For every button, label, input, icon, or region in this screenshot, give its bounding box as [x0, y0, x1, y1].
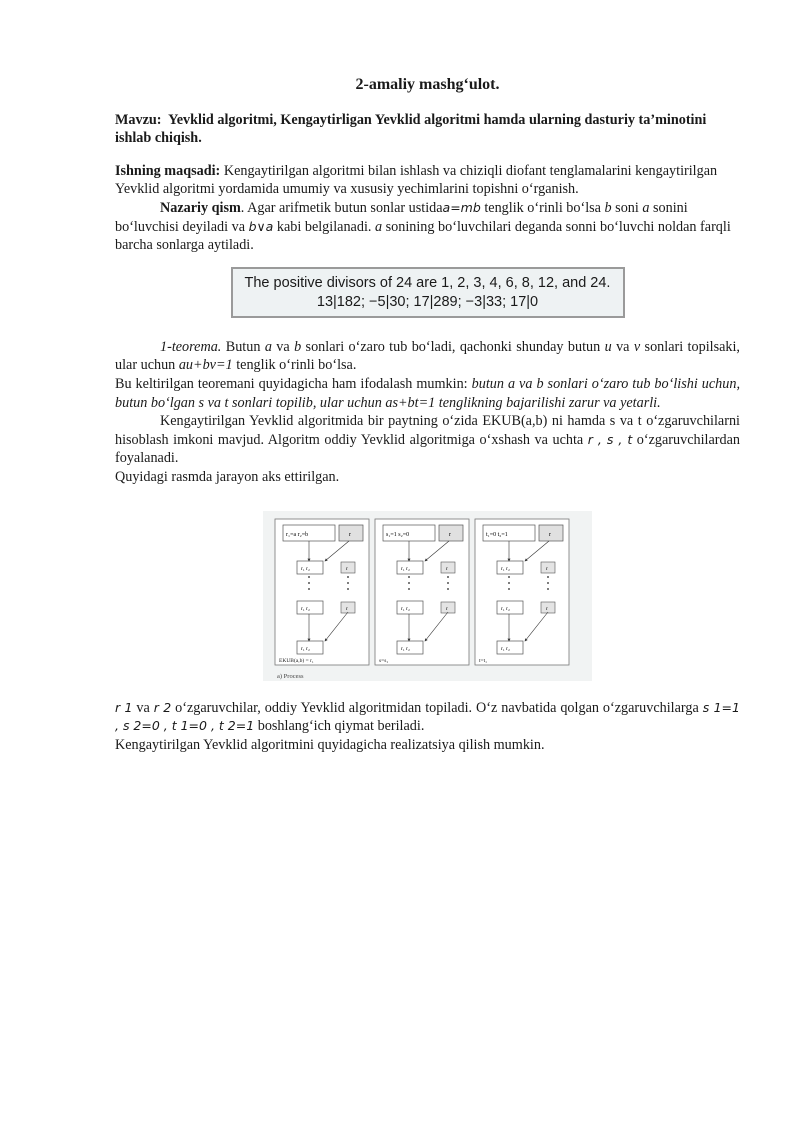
- diagram-op-box: [341, 562, 355, 573]
- theorem-var-v: v: [633, 338, 641, 355]
- diagram-dot: [308, 588, 310, 590]
- diagram-top-label: t₁=0 t₂=1: [486, 531, 508, 538]
- theorem-text-3: sonlari o‘zaro tub bo‘ladi, qachonki shunday butun: [301, 338, 605, 355]
- diagram-dot: [347, 588, 349, 590]
- diagram-row-label: r₁ r₂: [301, 645, 310, 652]
- diagram-op-label: r: [446, 605, 448, 612]
- diagram-quotient-label: r: [349, 531, 351, 538]
- diagram-row-label: r₁ r₂: [501, 605, 510, 612]
- diagram-top-label: r₁=a r₂=b: [286, 531, 309, 538]
- divisors-line-1: The positive divisors of 24 are 1, 2, 3, 4, 6, 8, 12, and 24.: [244, 274, 611, 291]
- theorem-text-4: va: [611, 338, 634, 355]
- ekub-text-1: Kengaytirilgan Yevklid algoritmida bir paytning o‘zida EKUB(a,b) ni hamda s va t o‘zgaruvchilarni hisoblash imkoni mavjud. Algoritm oddiy Yevklid algoritmiga o‘xshash va uchta: [115, 413, 740, 448]
- theorem-var-u: u: [604, 338, 612, 355]
- diagram-dot: [447, 588, 449, 590]
- diagram-quotient-box: [539, 525, 563, 541]
- goal-paragraph: [115, 162, 740, 199]
- ekub-paragraph: [115, 412, 740, 468]
- diagram-result-label: s=s₁: [379, 657, 389, 664]
- diagram-result-label: EKUB(a,b) = r₁: [279, 657, 314, 664]
- diagram-row-label: r₁ r₂: [301, 565, 310, 572]
- diagram-op-box: [541, 562, 555, 573]
- theory-text-1: . Agar arifmetik butun sonlar ustida: [240, 199, 443, 216]
- diagram-svg: [263, 511, 592, 681]
- theory-math-1: a=mb: [442, 199, 481, 215]
- diagram-row-label: r₁ r₂: [401, 605, 410, 612]
- theorem-text-5: sonlari topilsaki, ular uchun: [115, 338, 740, 374]
- var-r2: r 2: [153, 699, 172, 715]
- diagram-quotient-label: r: [449, 531, 451, 538]
- diagram-dot: [547, 576, 549, 578]
- diagram-dot: [447, 582, 449, 584]
- initial-values: s 1=1 , s 2=0 , t 1=0 , t 2=1: [115, 699, 740, 734]
- theorem-text-2: va: [271, 338, 295, 355]
- var-r1: r 1: [115, 699, 133, 715]
- diagram-op-box: [341, 602, 355, 613]
- theory-label: Nazariy qism: [160, 199, 241, 216]
- diagram-dot: [547, 582, 549, 584]
- theory-math-5: a: [374, 218, 383, 235]
- diagram-op-box: [541, 602, 555, 613]
- diagram-op-label: r: [546, 565, 548, 572]
- theory-math-3: a: [642, 199, 650, 216]
- theory-text-6: sonining bo‘luvchilari deganda sonni bo‘luvchi noldan farqli barcha sonlarga aytiladi.: [115, 218, 731, 254]
- theorem-equation: au+bv=1: [178, 357, 233, 374]
- diagram-dot: [308, 576, 310, 578]
- diagram-dot: [508, 582, 510, 584]
- topic-text: Yevklid algoritmi, Kengaytirligan Yevklid algoritmi hamda ularning dasturiy ta’minotini ishlab chiqish.: [115, 111, 707, 147]
- theorem-var-b: b: [294, 338, 302, 355]
- diagram-op-box: [441, 562, 455, 573]
- diagram-dot: [347, 576, 349, 578]
- diagram-row-label: r₁ r₂: [401, 645, 410, 652]
- variables-paragraph: [115, 699, 740, 736]
- diagram-op-box: [441, 602, 455, 613]
- restatement-paragraph: [115, 375, 740, 412]
- diagram-dot: [408, 582, 410, 584]
- restatement-italic: butun a va b sonlari o‘zaro tub bo‘lishi uchun, butun bo‘lgan s va t sonlari topilib, ular uchun as+bt=1 tenglikning bajarilishi zarur va yetarli.: [115, 375, 741, 411]
- diagram-dot: [508, 576, 510, 578]
- diagram-dot: [347, 582, 349, 584]
- variables-text-3: boshlang‘ich qiymat beriladi.: [254, 718, 425, 735]
- diagram-dot: [308, 582, 310, 584]
- diagram-op-label: r: [346, 605, 348, 612]
- diagram-op-label: r: [346, 565, 348, 572]
- diagram-top-label: s₁=1 s₂=0: [386, 531, 410, 538]
- goal-label: Ishning maqsadi:: [115, 162, 221, 179]
- diagram-op-label: r: [446, 565, 448, 572]
- ekub-vars: r , s , t: [587, 431, 633, 447]
- variables-text-1: va: [132, 699, 154, 716]
- diagram-dot: [547, 588, 549, 590]
- extended-euclid-diagram: [263, 511, 592, 681]
- theory-math-4: b∨a: [248, 218, 274, 234]
- goal-text: Kengaytirilgan algoritmi bilan ishlash va chiziqli diofant tenglamalarini kengaytirilgan Yevklid algoritmi yordamida umumiy va xususiy yechimlarini topishni o‘rganish.: [115, 162, 718, 198]
- diagram-op-label: r: [546, 605, 548, 612]
- page-title: 2-amaliy mashg‘ulot.: [355, 76, 500, 93]
- last-paragraph: Kengaytirilgan Yevklid algoritmini quyidagicha realizatsiya qilish mumkin.: [115, 736, 545, 753]
- theorem-var-a: a: [264, 338, 272, 355]
- topic-paragraph: [115, 111, 740, 148]
- diagram-dot: [408, 576, 410, 578]
- diagram-dot: [447, 576, 449, 578]
- diagram-quotient-box: [439, 525, 463, 541]
- diagram-result-label: t=t₁: [479, 657, 488, 664]
- theory-text-2: tenglik o‘rinli bo‘lsa: [480, 199, 605, 216]
- divisors-figure: [231, 267, 625, 318]
- document-page: [115, 70, 740, 754]
- diagram-caption: a) Process: [277, 672, 304, 680]
- diagram-dot: [508, 588, 510, 590]
- theory-math-2: b: [604, 199, 612, 216]
- theory-text-4: sonini bo‘luvchisi deyiladi va: [115, 199, 688, 235]
- variables-text-2: o‘zgaruvchilar, oddiy Yevklid algoritmidan topiladi. O‘z navbatida qolgan o‘zgaruvchilarga: [171, 699, 703, 716]
- diagram-row-label: r₁ r₂: [301, 605, 310, 612]
- diagram-row-label: r₁ r₂: [501, 565, 510, 572]
- topic-label: Mavzu:: [115, 111, 162, 128]
- divisors-line-2: 13|182; −5|30; 17|289; −3|33; 17|0: [316, 293, 539, 310]
- ekub-text-2: o‘zgaruvchilardan foyalanadi.: [115, 431, 740, 467]
- theory-text-3: soni: [611, 199, 643, 216]
- theorem-text-1: Butun: [221, 338, 265, 355]
- theory-text-5: kabi belgilanadi.: [273, 218, 375, 235]
- theorem-text-6: tenglik o‘rinli bo‘lsa.: [232, 357, 357, 374]
- theory-paragraph: [115, 199, 740, 255]
- restatement-text: Bu keltirilgan teoremani quyidagicha ham ifodalash mumkin:: [115, 375, 472, 392]
- diagram-row-label: r₁ r₂: [501, 645, 510, 652]
- diagram-row-label: r₁ r₂: [401, 565, 410, 572]
- diagram-quotient-label: r: [549, 531, 551, 538]
- picture-intro: Quyidagi rasmda jarayon aks ettirilgan.: [115, 468, 340, 485]
- diagram-quotient-box: [339, 525, 363, 541]
- theorem-label: 1-teorema.: [160, 338, 222, 355]
- diagram-dot: [408, 588, 410, 590]
- theorem-paragraph: [115, 338, 740, 375]
